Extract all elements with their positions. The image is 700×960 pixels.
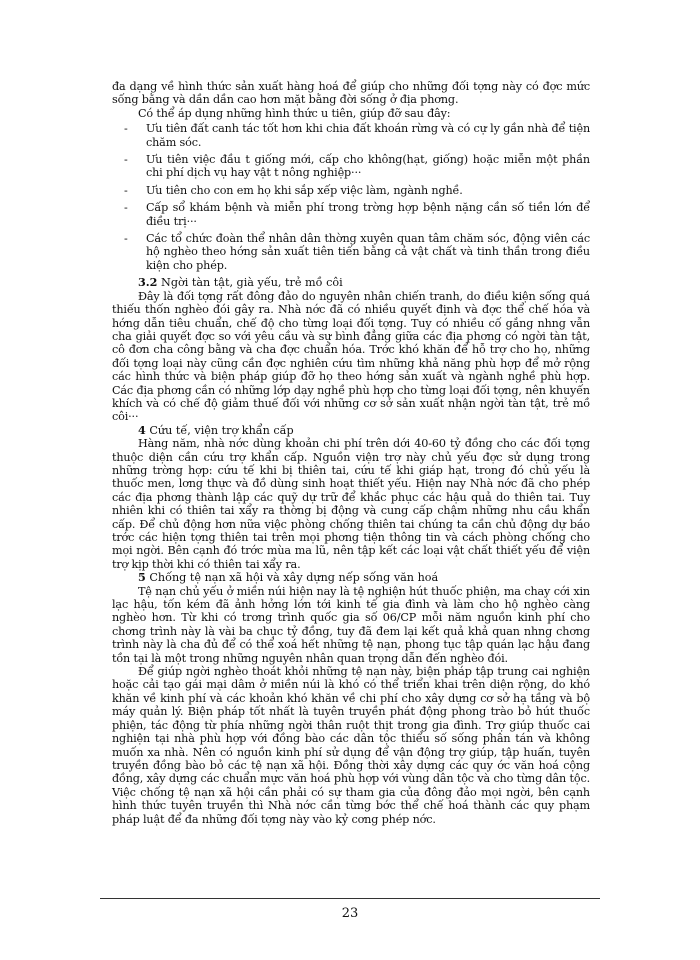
footer-divider — [100, 898, 600, 899]
section-number: 5 — [138, 570, 146, 585]
bullet-list — [112, 122, 590, 272]
list-item: - Ưu tiên đất canh tác tốt hơn khi chia đất khoán rừng và có cự ly gần nhà để tiện chăm sóc. — [124, 122, 590, 149]
section-3-2-body: Đây là đối tợng rất đông đảo do nguyên nhân chiến tranh, do điều kiện sống quá thiếu thốn nghèo đói gây ra. Nhà nớc đã có nhiều quyết định và đợc thể chế hóa và hớng dẫn tiêu chuẩn, chế độ cho từng loại đối tợng. Tuy có nhiều cố gắng nhng vẫn cha giải quyết đợc so với yêu cầu và sự bình đẳng giữa các địa phơng có ngời tàn tật, cô đơn cha công bằng và cha đợc chuẩn hóa. Trớc khó khăn để hỗ trợ cho họ, những đối tợng loại này cũng cần đợc nghiên cứu tìm những khả năng phù hợp để mở rộng các hình thức và biện pháp giúp đỡ họ theo hớng sản xuất và ngành nghề phù hợp. Các địa phơng cần có những lớp dạy nghề phù hợp cho từng loại đối tợng, nên khuyến khích và có chế độ giảm thuế đối với những cơ sở sản xuất nhận ngời tàn tật, trẻ mồ côi··· — [112, 289, 590, 424]
section-5-paragraph-2: Để giúp ngời nghèo thoát khỏi những tệ nạn này, biện pháp tập trung cai nghiện hoặc cải tạo gái mại dâm ở miền núi là khó có thể triển khai trên diện rộng, do khó khăn về kinh phí và các khoản khó khăn về chi phí cho xây dựng cơ sở hạ tầng và bộ máy quản lý. Biện pháp tốt nhất là tuyên truyền phát động phong trào bỏ hút thuốc phiện, tác động từ phía những ngời thân ruột thịt trong gia đình. Trợ giúp thuốc cai nghiện tại nhà phù hợp với đồng bào các dân tộc thiểu số sống phân tán và không muốn xa nhà. Nên có nguồn kinh phí sử dụng để vận động trợ giúp, tập huấn, tuyên truyền đồng bào bỏ các tệ nạn xã hội. Đồng thời xây dựng các quy ớc văn hoá cộng đồng, xây dựng các chuẩn mực văn hoá phù hợp với vùng dân tộc và cho từng dân tộc. Việc chống tệ nạn xã hội cần phải có sự tham gia của đông đảo mọi ngời, bên cạnh hình thức tuyên truyền thì Nhà nớc cần từng bớc thể chế hoá thành các quy phạm pháp luật để đa những đối tợng này vào kỷ cơng phép nớc. — [112, 665, 590, 826]
section-5-paragraph-1: Tệ nạn chủ yếu ở miền núi hiện nay là tệ nghiện hút thuốc phiện, ma chay cới xin lạc hậu, tốn kém đã ảnh hởng lớn tới kinh tế gia đình và làm cho hộ nghèo càng nghèo hơn. Từ khi có trơng trình quốc gia số 06/CP mỗi năm nguồn kinh phí cho chơng trình này là vài ba chục tỷ đồng, tuy đã đem lại kết quả khả quan nhng chơng trình này là cha đủ để có thể xoá hết những tệ nạn, phong tục tập quán lạc hậu đang tồn tại là một trong những nguyên nhân quan trọng dẫn đến nghèo đói. — [112, 584, 590, 665]
document-page — [112, 80, 590, 826]
section-heading-4 — [138, 424, 590, 437]
section-heading-3-2 — [138, 276, 590, 289]
list-item: - Ưu tiên việc đầu t giống mới, cấp cho không(hạt, giống) hoặc miễn một phần chi phí dịch vụ hay vật t nông nghiệp··· — [124, 153, 590, 180]
section-title: Chống tệ nạn xã hội và xây dựng nếp sống văn hoá — [149, 571, 439, 585]
section-heading-5 — [138, 571, 590, 584]
intro-lead: Có thể áp dụng những hình thức u tiên, giúp đỡ sau đây: — [138, 106, 451, 120]
section-number: 4 — [138, 422, 146, 437]
list-item: - Các tổ chức đoàn thể nhân dân thờng xuyên quan tâm chăm sóc, động viên các hộ nghèo theo hớng sản xuất tiên tiến bằng cả vật chất và tinh thần trong điều kiện cho phép. — [124, 232, 590, 272]
list-item: - Cấp sổ khám bệnh và miễn phí trong trờng hợp bệnh nặng cần số tiền lớn để điều trị··· — [124, 201, 590, 228]
section-number: 3.2 — [138, 275, 158, 290]
intro-paragraph: đa dạng về hình thức sản xuất hàng hoá để giúp cho những đối tợng này có đợc mức sống bằng và dần dần cao hơn mặt bằng đời sống ở địa phơng. — [112, 80, 590, 107]
section-title: Ngời tàn tật, già yếu, trẻ mồ côi — [161, 276, 343, 290]
list-item: - Ưu tiên cho con em họ khi sắp xếp việc làm, ngành nghề. — [124, 183, 463, 197]
section-4-body: Hàng năm, nhà nớc dùng khoản chi phí trên dới 40-60 tỷ đồng cho các đối tợng thuộc diện cần cứu trợ khẩn cấp. Nguồn viện trợ này chủ yếu đợc sử dụng trong những trờng hợp: cứu tế khi bị thiên tai, cứu tế khi giáp hạt, trong đó chủ yếu là thuốc men, lơng thực và đồ dùng sinh hoạt thiết yếu. Hiện nay Nhà nớc đã cho phép các địa phơng thành lập các quỹ dự trữ để khắc phục các hậu quả do thiên tai. Tuy nhiên khi có thiên tai xẩy ra thờng bị động và cung cấp chậm những nhu cầu khẩn cấp. Để chủ động hơn nữa việc phòng chống thiên tai chúng ta cần chủ động dự báo trớc các hiện tợng thiên tai trên mọi phơng tiện thông tin và cách phòng chống cho mọi ngời. Bên cạnh đó trớc mùa ma lũ, nên tập kết các loại vật chất thiết yếu để viện trợ kịp thời khi có thiên tai xẩy ra. — [112, 437, 590, 571]
section-title: Cứu tế, viện trợ khẩn cấp — [149, 423, 294, 437]
page-number: 23 — [341, 906, 359, 921]
